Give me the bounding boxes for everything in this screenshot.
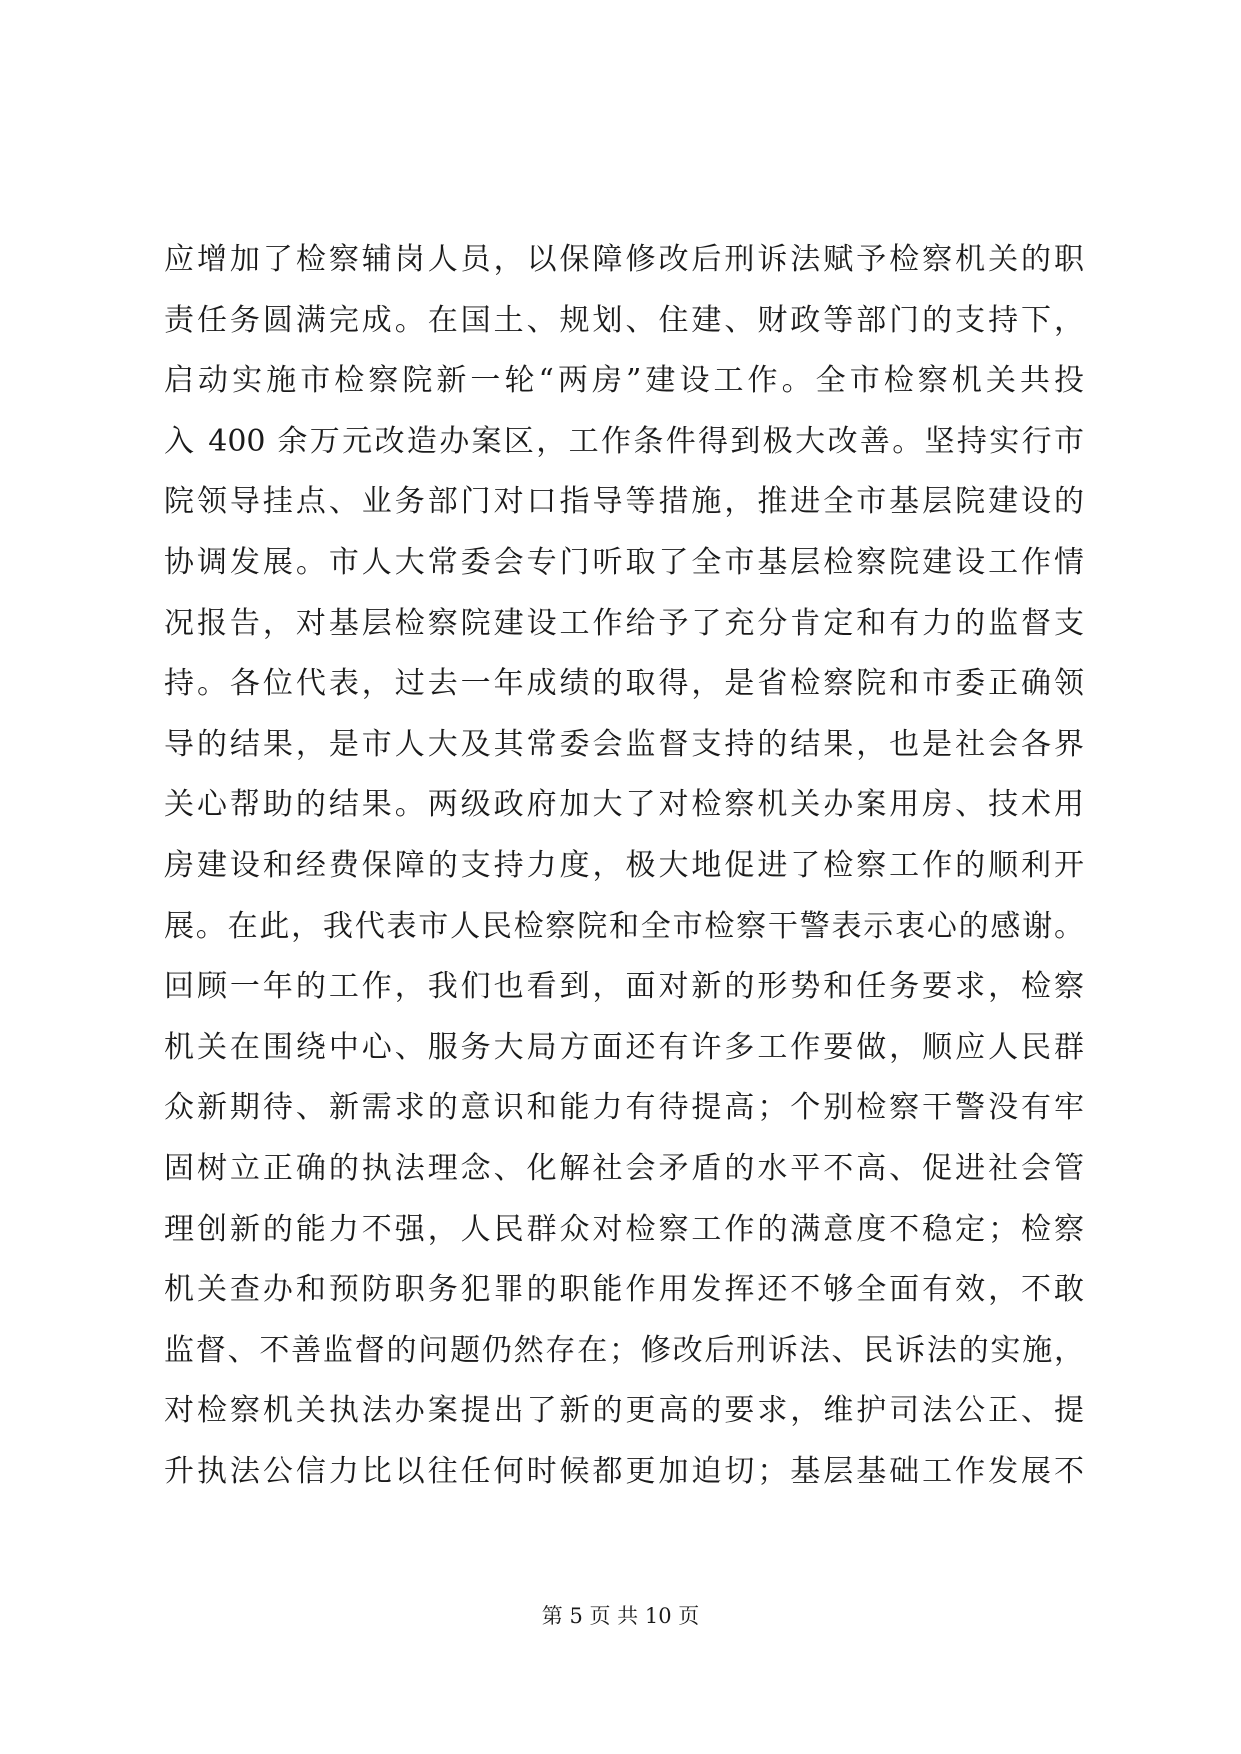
text-line: 院领导挂点、业务部门对口指导等措施，推进全市基层院建设的 xyxy=(164,484,1084,520)
text-line: 展。在此，我代表市人民检察院和全市检察干警表示衷心的感谢。 xyxy=(164,908,1084,944)
text-line: 况报告，对基层检察院建设工作给予了充分肯定和有力的监督支 xyxy=(164,605,1084,641)
text-line: 机关查办和预防职务犯罪的职能作用发挥还不够全面有效，不敢 xyxy=(164,1272,1084,1308)
text-line: 对检察机关执法办案提出了新的更高的要求，维护司法公正、提 xyxy=(164,1393,1084,1429)
text-line: 升执法公信力比以往任何时候都更加迫切；基层基础工作发展不 xyxy=(164,1453,1084,1489)
text-line: 启动实施市检察院新一轮“两房”建设工作。全市检察机关共投 xyxy=(164,363,1084,399)
text-line: 理创新的能力不强，人民群众对检察工作的满意度不稳定；检察 xyxy=(164,1211,1084,1247)
body-text xyxy=(164,230,1084,1502)
text-line: 固树立正确的执法理念、化解社会矛盾的水平不高、促进社会管 xyxy=(164,1150,1084,1186)
text-line: 应增加了检察辅岗人员，以保障修改后刑诉法赋予检察机关的职 xyxy=(164,242,1084,277)
text-line: 监督、不善监督的问题仍然存在；修改后刑诉法、民诉法的实施， xyxy=(164,1332,1084,1368)
text-line: 持。各位代表，过去一年成绩的取得，是省检察院和市委正确领 xyxy=(164,666,1084,702)
page-number-footer: 第 5 页 共 10 页 xyxy=(541,1604,700,1628)
text-line: 回顾一年的工作，我们也看到，面对新的形势和任务要求，检察 xyxy=(164,969,1084,1005)
text-line: 协调发展。市人大常委会专门听取了全市基层检察院建设工作情 xyxy=(164,544,1084,580)
text-line: 众新期待、新需求的意识和能力有待提高；个别检察干警没有牢 xyxy=(164,1090,1084,1126)
text-line: 导的结果，是市人大及其常委会监督支持的结果，也是社会各界 xyxy=(164,726,1084,762)
text-line: 房建设和经费保障的支持力度，极大地促进了检察工作的顺利开 xyxy=(164,847,1084,883)
text-line: 入 400 余万元改造办案区，工作条件得到极大改善。坚持实行市 xyxy=(164,423,1084,459)
text-line: 机关在围绕中心、服务大局方面还有许多工作要做，顺应人民群 xyxy=(164,1029,1084,1065)
text-line: 责任务圆满完成。在国土、规划、住建、财政等部门的支持下， xyxy=(164,302,1084,338)
text-line: 关心帮助的结果。两级政府加大了对检察机关办案用房、技术用 xyxy=(164,787,1084,823)
